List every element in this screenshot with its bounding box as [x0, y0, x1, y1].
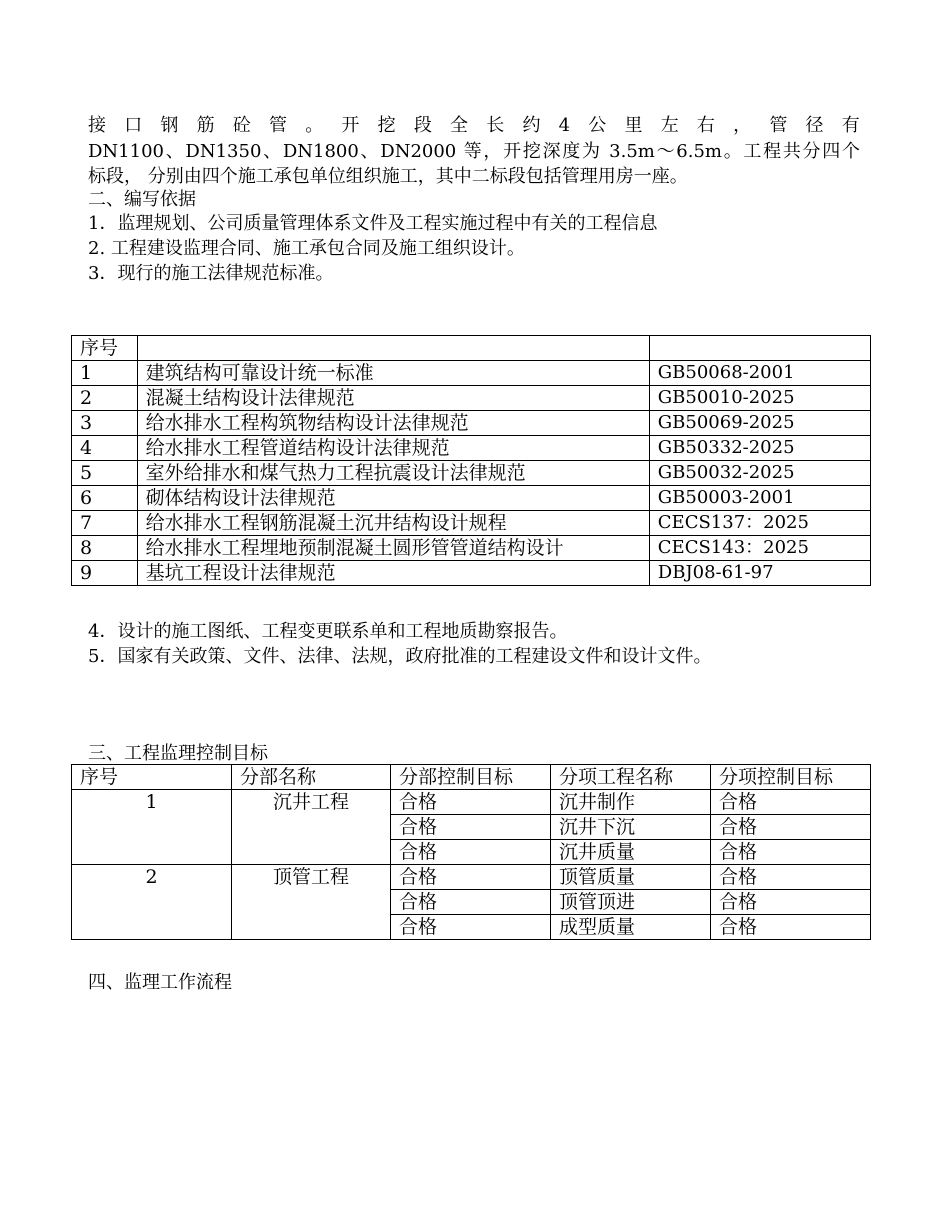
intro-line-3: 标段， 分别由四个施工承包单位组织施工，其中二标段包括管理用房一座。 — [88, 166, 688, 187]
table-row — [72, 486, 871, 511]
header-cell: 分项工程名称 — [550, 765, 710, 790]
item-target: 合格 — [710, 915, 870, 940]
item-name: 成型质量 — [550, 915, 710, 940]
intro-char: 钢 — [160, 115, 179, 136]
standard-name: 给水排水工程管道结构设计法律规范 — [137, 436, 649, 461]
table-row — [72, 386, 871, 411]
standards-table — [71, 335, 871, 586]
row-number: 4 — [72, 436, 138, 461]
intro-char: 砼 — [232, 115, 251, 136]
item-target: 合格 — [710, 815, 870, 840]
basis-item-1: 1．监理规划、公司质量管理体系文件及工程实施过程中有关的工程信息 — [88, 213, 658, 234]
table-row — [72, 790, 871, 815]
control-goals-table — [71, 764, 871, 940]
division-target: 合格 — [390, 915, 550, 940]
item-target: 合格 — [710, 865, 870, 890]
item-name: 沉井制作 — [550, 790, 710, 815]
intro-char: 挖 — [377, 115, 396, 136]
row-number: 7 — [72, 511, 138, 536]
division-target: 合格 — [390, 890, 550, 915]
intro-char: 开 — [341, 115, 360, 136]
basis-item-5: 5．国家有关政策、文件、法律、法规，政府批准的工程建设文件和设计文件。 — [88, 646, 712, 667]
standard-code: DBJ08-61-97 — [649, 561, 870, 586]
table-row — [72, 436, 871, 461]
intro-char: 。 — [305, 115, 324, 136]
table-header-row — [72, 765, 871, 790]
standard-code: GB50069-2025 — [649, 411, 870, 436]
intro-line-1 — [88, 114, 860, 138]
division-name: 沉井工程 — [232, 790, 391, 865]
standard-code: GB50332-2025 — [649, 436, 870, 461]
intro-char: 口 — [124, 115, 143, 136]
intro-char: 里 — [624, 115, 643, 136]
standard-name: 建筑结构可靠设计统一标准 — [137, 361, 649, 386]
item-name: 沉井下沉 — [550, 815, 710, 840]
header-cell — [137, 336, 649, 361]
standard-code: GB50010-2025 — [649, 386, 870, 411]
standard-name: 基坑工程设计法律规范 — [137, 561, 649, 586]
standard-code: CECS137：2025 — [649, 511, 870, 536]
row-number: 9 — [72, 561, 138, 586]
table-row — [72, 511, 871, 536]
division-target: 合格 — [390, 865, 550, 890]
standard-name: 给水排水工程构筑物结构设计法律规范 — [137, 411, 649, 436]
intro-char: 有 — [841, 115, 860, 136]
group-number: 2 — [72, 865, 232, 940]
header-cell: 分部名称 — [232, 765, 391, 790]
item-name: 顶管顶进 — [550, 890, 710, 915]
group-number: 1 — [72, 790, 232, 865]
row-number: 8 — [72, 536, 138, 561]
standard-name: 混凝土结构设计法律规范 — [137, 386, 649, 411]
intro-char: 接 — [88, 115, 106, 136]
header-cell: 序号 — [72, 765, 232, 790]
standard-code: CECS143：2025 — [649, 536, 870, 561]
division-target: 合格 — [390, 790, 550, 815]
header-cell: 序号 — [72, 336, 138, 361]
item-target: 合格 — [710, 890, 870, 915]
section-heading-goals: 三、工程监理控制目标 — [88, 743, 268, 764]
row-number: 3 — [72, 411, 138, 436]
section-heading-workflow: 四、监理工作流程 — [88, 972, 232, 993]
standard-name: 室外给排水和煤气热力工程抗震设计法律规范 — [137, 461, 649, 486]
header-cell: 分部控制目标 — [390, 765, 550, 790]
standard-code: GB50003-2001 — [649, 486, 870, 511]
row-number: 6 — [72, 486, 138, 511]
intro-char: 管 — [769, 115, 788, 136]
intro-char: 径 — [805, 115, 824, 136]
standard-code: GB50068-2001 — [649, 361, 870, 386]
row-number: 1 — [72, 361, 138, 386]
item-name: 沉井质量 — [550, 840, 710, 865]
basis-item-4: 4．设计的施工图纸、工程变更联系单和工程地质勘察报告。 — [88, 621, 568, 642]
table-row — [72, 361, 871, 386]
standard-name: 给水排水工程埋地预制混凝土圆形管管道结构设计 — [137, 536, 649, 561]
intro-line-2: DN1100、DN1350、DN1800、DN2000 等，开挖深度为 3.5m～6.5m。工程共分四个 — [88, 141, 860, 162]
header-cell: 分项控制目标 — [710, 765, 870, 790]
division-name: 顶管工程 — [232, 865, 391, 940]
row-number: 5 — [72, 461, 138, 486]
division-target: 合格 — [390, 840, 550, 865]
intro-char: 长 — [486, 115, 505, 136]
basis-item-2: 2. 工程建设监理合同、施工承包合同及施工组织设计。 — [88, 238, 525, 259]
section-heading-basis: 二、编写依据 — [88, 189, 196, 210]
intro-char: 筋 — [196, 115, 215, 136]
intro-char: 4 — [558, 115, 571, 136]
table-row — [72, 461, 871, 486]
intro-char: 全 — [450, 115, 469, 136]
basis-item-3: 3．现行的施工法律规范标准。 — [88, 263, 334, 284]
intro-char: 管 — [269, 115, 288, 136]
header-cell — [649, 336, 870, 361]
standard-name: 给水排水工程钢筋混凝土沉井结构设计规程 — [137, 511, 649, 536]
table-row — [72, 865, 871, 890]
standard-code: GB50032-2025 — [649, 461, 870, 486]
item-target: 合格 — [710, 840, 870, 865]
intro-char: ， — [733, 115, 752, 136]
intro-char: 右 — [696, 115, 715, 136]
table-header-row — [72, 336, 871, 361]
item-name: 顶管质量 — [550, 865, 710, 890]
table-row — [72, 561, 871, 586]
row-number: 2 — [72, 386, 138, 411]
item-target: 合格 — [710, 790, 870, 815]
table-row — [72, 536, 871, 561]
table-row — [72, 411, 871, 436]
intro-char: 段 — [413, 115, 432, 136]
intro-char: 约 — [522, 115, 541, 136]
intro-char: 左 — [660, 115, 679, 136]
standard-name: 砌体结构设计法律规范 — [137, 486, 649, 511]
division-target: 合格 — [390, 815, 550, 840]
intro-char: 公 — [588, 115, 607, 136]
